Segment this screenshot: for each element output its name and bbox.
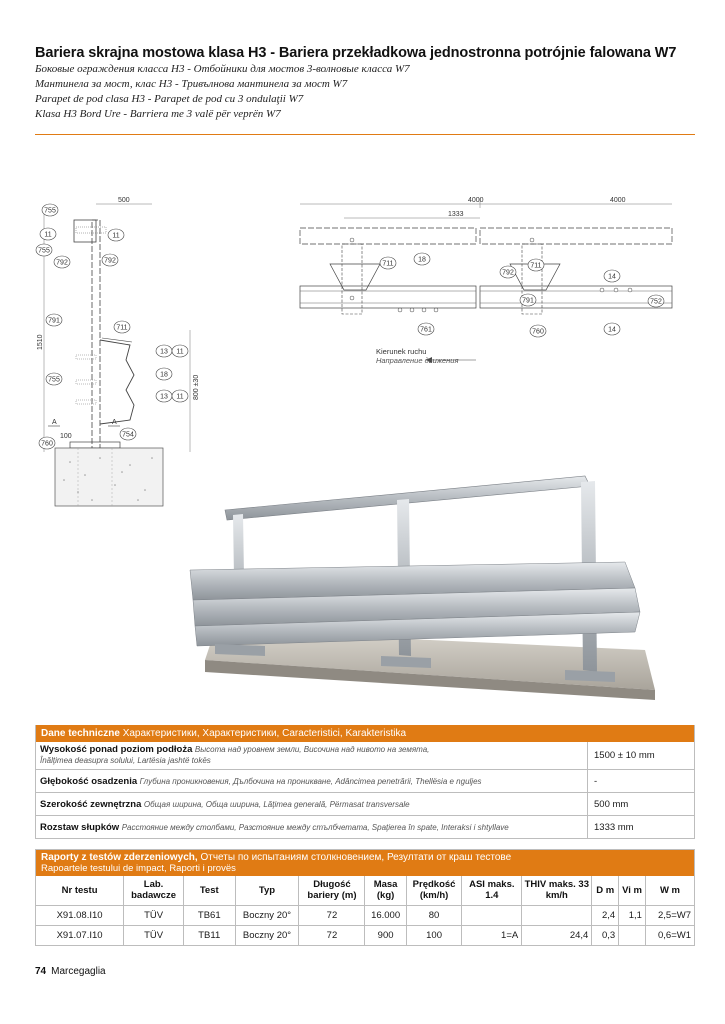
cell-d: 2,4 — [592, 905, 619, 925]
cell-type: Boczny 20° — [235, 905, 299, 925]
callout-792-a: 792 — [56, 259, 68, 267]
tech-row-depth — [36, 770, 694, 793]
crash-test-header — [36, 850, 694, 876]
dim-height-label: 1510 — [37, 334, 44, 350]
callout-752: 752 — [650, 298, 662, 306]
traffic-direction-label — [376, 347, 458, 365]
page-footer — [35, 966, 106, 977]
col-vi: Vi m — [619, 876, 646, 905]
section-mark-a-right: A — [112, 419, 117, 426]
traffic-direction-pl: Kierunek ruchu — [376, 347, 427, 356]
callout-13-b: 13 — [160, 393, 168, 401]
tech-row-post-spacing-value: 1333 mm — [594, 821, 634, 833]
tech-row-post-spacing — [36, 816, 694, 838]
col-type: Typ — [235, 876, 299, 905]
table-row — [36, 925, 694, 945]
tech-row-width — [36, 793, 694, 816]
cell-length: 72 — [299, 925, 365, 945]
technical-data-header-bold: Dane techniczne — [41, 728, 120, 739]
cell-asi: 1=A — [462, 925, 522, 945]
callout-13-a: 13 — [160, 348, 168, 356]
page-title: Bariera skrajna mostowa klasa H3 - Bariera przekładkowa jednostronna potrójnie falowana W7 — [35, 45, 677, 61]
callout-760: 760 — [41, 440, 53, 448]
cell-vi — [619, 925, 646, 945]
tech-row-depth-trans: Глубина проникновения, Дълбочина на проникване, Adâncimea penetrării, Thellësia e nguljes — [139, 776, 482, 786]
table-row — [36, 905, 694, 925]
cell-mass: 900 — [365, 925, 406, 945]
tech-row-height-trans: Высота над уровнем земли, Височина над нивото на земята, — [194, 745, 430, 754]
callout-792-right: 792 — [502, 269, 514, 277]
cell-test: TB61 — [183, 905, 235, 925]
crash-test-header-rest: Отчеты по испытаниям столкновением, Резултати от краш тестове — [197, 852, 512, 863]
cell-length: 72 — [299, 905, 365, 925]
col-thiv: THIV maks. 33 km/h — [522, 876, 592, 905]
crash-test-columns — [36, 876, 694, 905]
callout-11-b: 11 — [112, 232, 120, 240]
callout-755-a: 755 — [44, 207, 56, 215]
cell-vi: 1,1 — [619, 905, 646, 925]
cell-lab: TÜV — [124, 905, 184, 925]
crash-test-grid — [36, 876, 694, 945]
callout-792-b: 792 — [104, 257, 116, 265]
callout-11-d: 11 — [176, 393, 184, 401]
tech-row-depth-value: - — [594, 775, 598, 787]
col-d: D m — [592, 876, 619, 905]
cell-lab: TÜV — [124, 925, 184, 945]
col-test-no: Nr testu — [36, 876, 124, 905]
callout-754: 754 — [122, 431, 134, 439]
tech-row-depth-label: Głębokość osadzenia — [40, 775, 138, 787]
callout-18: 18 — [160, 371, 168, 379]
callout-18-right: 18 — [418, 256, 426, 264]
col-speed: Prędkość (km/h) — [406, 876, 462, 905]
dim-base-label: 100 — [60, 433, 72, 440]
col-length: Długość bariery (m) — [299, 876, 365, 905]
tech-row-post-spacing-label: Rozstaw słupków — [40, 821, 120, 833]
callout-760-right: 760 — [532, 328, 544, 336]
callout-14-b: 14 — [608, 326, 616, 334]
tech-row-height-value: 1500 ± 10 mm — [594, 750, 655, 761]
cell-w: 0,6=W1 — [645, 925, 694, 945]
col-lab: Lab. badawcze — [124, 876, 184, 905]
dim-rail-label: 800 ±30 — [193, 374, 200, 400]
col-test: Test — [183, 876, 235, 905]
barrier-product-photo — [185, 460, 695, 720]
tech-row-height-trans2: Înălţimea deasupra solului, Lartësia jashtë tokës — [40, 756, 211, 765]
dim-1333: 1333 — [448, 211, 464, 218]
header-divider — [35, 134, 695, 135]
tech-row-width-value: 500 mm — [594, 798, 629, 810]
crash-test-table — [35, 849, 695, 946]
cell-thiv: 24,4 — [522, 925, 592, 945]
tech-row-width-label: Szerokość zewnętrzna — [40, 798, 142, 810]
technical-data-header-rest: Характеристики, Характеристики, Caracteristici, Karakteristika — [119, 728, 407, 739]
traffic-direction-ru: Направление движения — [376, 356, 459, 365]
dim-4000-a: 4000 — [468, 197, 484, 204]
technical-data-table — [35, 725, 695, 839]
technical-data-header — [36, 725, 694, 742]
col-asi: ASI maks. 1.4 — [462, 876, 522, 905]
tech-row-width-trans: Общая ширина, Обща ширина, Lăţimea generală, Përmasat transversale — [143, 799, 410, 809]
callout-761: 761 — [420, 326, 432, 334]
crash-test-header-bold: Raporty z testów zderzeniowych, — [41, 852, 198, 863]
footer-brand: Marcegaglia — [51, 966, 106, 977]
cell-w: 2,5=W7 — [645, 905, 694, 925]
callout-755-b: 755 — [38, 247, 50, 255]
section-mark-a-left: A — [52, 419, 57, 426]
cell-test-no: X91.07.I10 — [36, 925, 124, 945]
cell-thiv — [522, 905, 592, 925]
col-mass: Masa (kg) — [365, 876, 406, 905]
tech-row-post-spacing-trans: Расстояние между столбами, Разстояние между стълбчетата, Spaţierea în spate, Interaksi i shtyllave — [121, 822, 509, 832]
page-number: 74 — [35, 966, 47, 977]
dim-4000-b: 4000 — [610, 197, 626, 204]
callout-11-a: 11 — [44, 231, 52, 239]
cell-d: 0,3 — [592, 925, 619, 945]
crash-test-header-line2: Rapoartele testului de impact, Raporti i provës — [41, 863, 236, 874]
side-view-drawing — [296, 190, 676, 370]
cell-type: Boczny 20° — [235, 925, 299, 945]
callout-791: 791 — [48, 317, 60, 325]
callout-711-right-a: 711 — [382, 260, 394, 268]
cell-test: TB11 — [183, 925, 235, 945]
col-w: W m — [645, 876, 694, 905]
callout-755-c: 755 — [48, 376, 60, 384]
cell-speed: 100 — [406, 925, 462, 945]
callout-11-c: 11 — [176, 348, 184, 356]
cell-test-no: X91.08.I10 — [36, 905, 124, 925]
callout-14-a: 14 — [608, 273, 616, 281]
cell-speed: 80 — [406, 905, 462, 925]
cell-mass: 16.000 — [365, 905, 406, 925]
callout-791-right: 791 — [522, 297, 534, 305]
callout-711-right-b: 711 — [530, 262, 542, 270]
subtitle-sq: Klasa H3 Bord Ure - Barriera me 3 valë për veprën W7 — [35, 108, 281, 120]
page-header — [35, 44, 695, 122]
cell-asi — [462, 905, 522, 925]
subtitle-bg: Мантинела за мост, клас H3 - Тривълнова мантинела за мост W7 — [35, 78, 348, 90]
tech-row-height-label: Wysokość ponad poziom podłoża — [40, 744, 193, 755]
callout-711: 711 — [116, 324, 128, 332]
subtitle-ro: Parapet de pod clasa H3 - Parapet de pod cu 3 ondulaţii W7 — [35, 93, 304, 105]
dim-top-label: 500 — [118, 197, 130, 204]
tech-row-height — [36, 742, 694, 770]
subtitle-ru: Боковые ограждения класса H3 - Отбойники для мостов 3-волновые класса W7 — [35, 63, 410, 75]
